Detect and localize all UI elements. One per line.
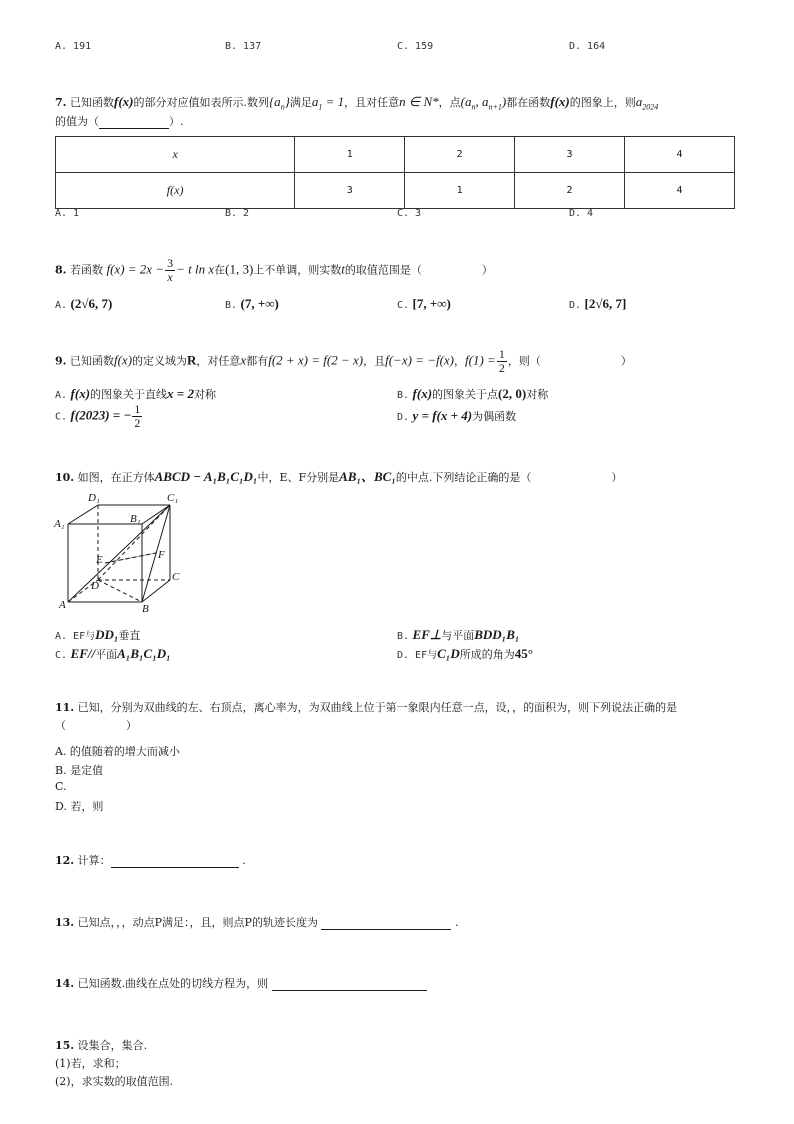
table-cell: 3 <box>515 137 625 173</box>
answer-blank <box>99 128 169 129</box>
option-c: C. EF//平面A₁B₁C₁D₁ <box>55 646 171 661</box>
question-12: 12. 计算： . <box>55 854 246 867</box>
label-a: A <box>59 599 66 611</box>
math: − t ln x <box>176 261 215 277</box>
question-number: 7. <box>55 96 67 109</box>
option-a: A. 191 <box>55 41 92 52</box>
option-b: B. (7, +∞) <box>225 296 279 311</box>
math: (1, 3) <box>225 261 254 277</box>
option-c: C. 3 <box>397 208 422 219</box>
text: 的取值范围是（ <box>344 263 422 277</box>
label-d: D <box>91 580 99 592</box>
text: 若函数 <box>69 263 103 277</box>
math: n ∈ N* <box>399 94 439 109</box>
math: f(x) <box>550 94 570 109</box>
option-d: D. y = f(x + 4)为偶函数 <box>397 408 517 423</box>
text: 都在函数 <box>506 96 551 109</box>
math: $a_1 = 1$ <box>311 94 345 112</box>
text: 的图象上，则 <box>569 96 636 109</box>
question-11-line2: （ ） <box>55 719 137 732</box>
edge-bc <box>142 580 170 602</box>
question-number: 8. <box>55 263 67 277</box>
segment-ef-solid <box>105 553 156 563</box>
table-header: f(x) <box>56 173 295 209</box>
question-11: 11. 已知，分别为双曲线的左、右顶点，离心率为，为双曲线上位于第一象限内任意一点，设，，的面积为，则下列说法正确的是 <box>55 701 678 714</box>
table-cell: 2 <box>515 173 625 209</box>
question-7-line2 <box>55 113 184 129</box>
table-cell: 3 <box>295 173 405 209</box>
option-c: C. [7, +∞) <box>397 296 451 311</box>
option-a: A. 的值随着的增大而减小 <box>55 745 180 758</box>
text: ，点 <box>438 96 461 109</box>
fraction: $\frac{1}{2}$ <box>498 347 505 375</box>
option-d: D. 4 <box>569 208 594 219</box>
table-cell: 1 <box>405 173 515 209</box>
math: t <box>341 261 345 277</box>
question-number: 9. <box>55 354 67 368</box>
label-a1: A₁ <box>54 518 65 530</box>
value-table <box>55 136 735 209</box>
option-b: B. 是定值 <box>55 764 104 777</box>
table-row <box>56 137 735 173</box>
option-b: B. 2 <box>225 208 250 219</box>
text: 上不单调，则实数 <box>253 263 342 277</box>
edge-a1d1 <box>68 505 98 524</box>
answer-blank[interactable] <box>111 867 239 868</box>
math: $\{a_n\}$ <box>268 94 290 112</box>
label-b1: B₁ <box>130 513 141 525</box>
option-d: D. EF与C₁D所成的角为45° <box>397 646 533 661</box>
answer-blank[interactable] <box>321 929 451 930</box>
option-a: A. f(x)的图象关于直线x = 2对称 <box>55 386 216 401</box>
math: f(x) <box>113 94 134 109</box>
label-c1: C₁ <box>167 492 179 504</box>
option-d: D. [2√6, 7] <box>569 296 627 311</box>
text: ，且对任意 <box>344 96 400 109</box>
table-row <box>56 173 735 209</box>
table-cell: 1 <box>295 137 405 173</box>
option-b: B. f(x)的图象关于点(2, 0)对称 <box>397 386 549 401</box>
label-b: B <box>142 603 149 615</box>
question-15-part2: (2)，求实数的取值范围. <box>55 1075 174 1088</box>
text: ）. <box>169 115 184 128</box>
text: 已知函数 <box>69 96 114 109</box>
question-14: 14. 已知函数.曲线在点处的切线方程为，则 <box>55 975 427 991</box>
text: 满足 <box>289 96 312 109</box>
option-c: C. 159 <box>397 41 434 52</box>
answer-blank[interactable] <box>272 990 427 991</box>
math: $a_{2024}$ <box>635 94 659 112</box>
option-b: B. 137 <box>225 41 262 52</box>
text: 在 <box>214 263 226 277</box>
question-7-line1 <box>55 94 658 112</box>
math: f(x) = 2x − <box>106 261 165 277</box>
option-d: D. 若，则 <box>55 800 104 813</box>
option-c: C. <box>55 780 67 793</box>
label-d1: D₁ <box>88 492 100 504</box>
question-10: 10. 如图，在正方体ABCD − A₁B₁C₁D₁中，E、F分别是AB₁、BC₁的中点.下列结论正确的是（ ） <box>55 469 623 484</box>
table-cell: 4 <box>625 137 735 173</box>
diag-db <box>98 580 142 602</box>
text: 的值为（ <box>55 115 99 128</box>
label-f: F <box>158 549 165 561</box>
question-13: 13. 已知点，，，动点P满足：，且，则点P的轨迹长度为 . <box>55 916 459 929</box>
table-cell: 2 <box>405 137 515 173</box>
question-number: 10. <box>55 471 75 484</box>
question-15: 15. 设集合，集合. <box>55 1039 148 1052</box>
option-a: A. (2√6, 7) <box>55 296 113 311</box>
math: ($a_n$, $a_{n+1}$) <box>460 94 507 112</box>
option-c: C. f(2023) = − $\frac{1}{2}$ <box>55 402 141 430</box>
cube-figure <box>50 488 190 618</box>
question-9: 9. 已知函数f(x)的定义域为R，对任意x都有f(2 + x) = f(2 − x)，且f(−x) = −f(x)，f(1) = $\frac{1}{2}$ ，则（ ） <box>55 347 632 375</box>
text: 的部分对应值如表所示.数列 <box>133 96 269 109</box>
table-header: x <box>56 137 295 173</box>
option-a: A. 1 <box>55 208 80 219</box>
fraction: $\frac{3}{x}$ <box>167 256 174 284</box>
question-15-part1: (1)若，求和； <box>55 1057 126 1070</box>
question-8 <box>55 257 493 284</box>
table-cell: 4 <box>625 173 735 209</box>
option-a: A. EF与DD₁垂直 <box>55 627 141 642</box>
text: ） <box>481 263 493 277</box>
label-c: C <box>172 571 180 583</box>
label-e: E <box>96 554 103 566</box>
option-d: D. 164 <box>569 41 606 52</box>
option-b: B. EF⊥与平面BDD₁B₁ <box>397 627 520 642</box>
fraction: $\frac{1}{2}$ <box>134 402 141 430</box>
